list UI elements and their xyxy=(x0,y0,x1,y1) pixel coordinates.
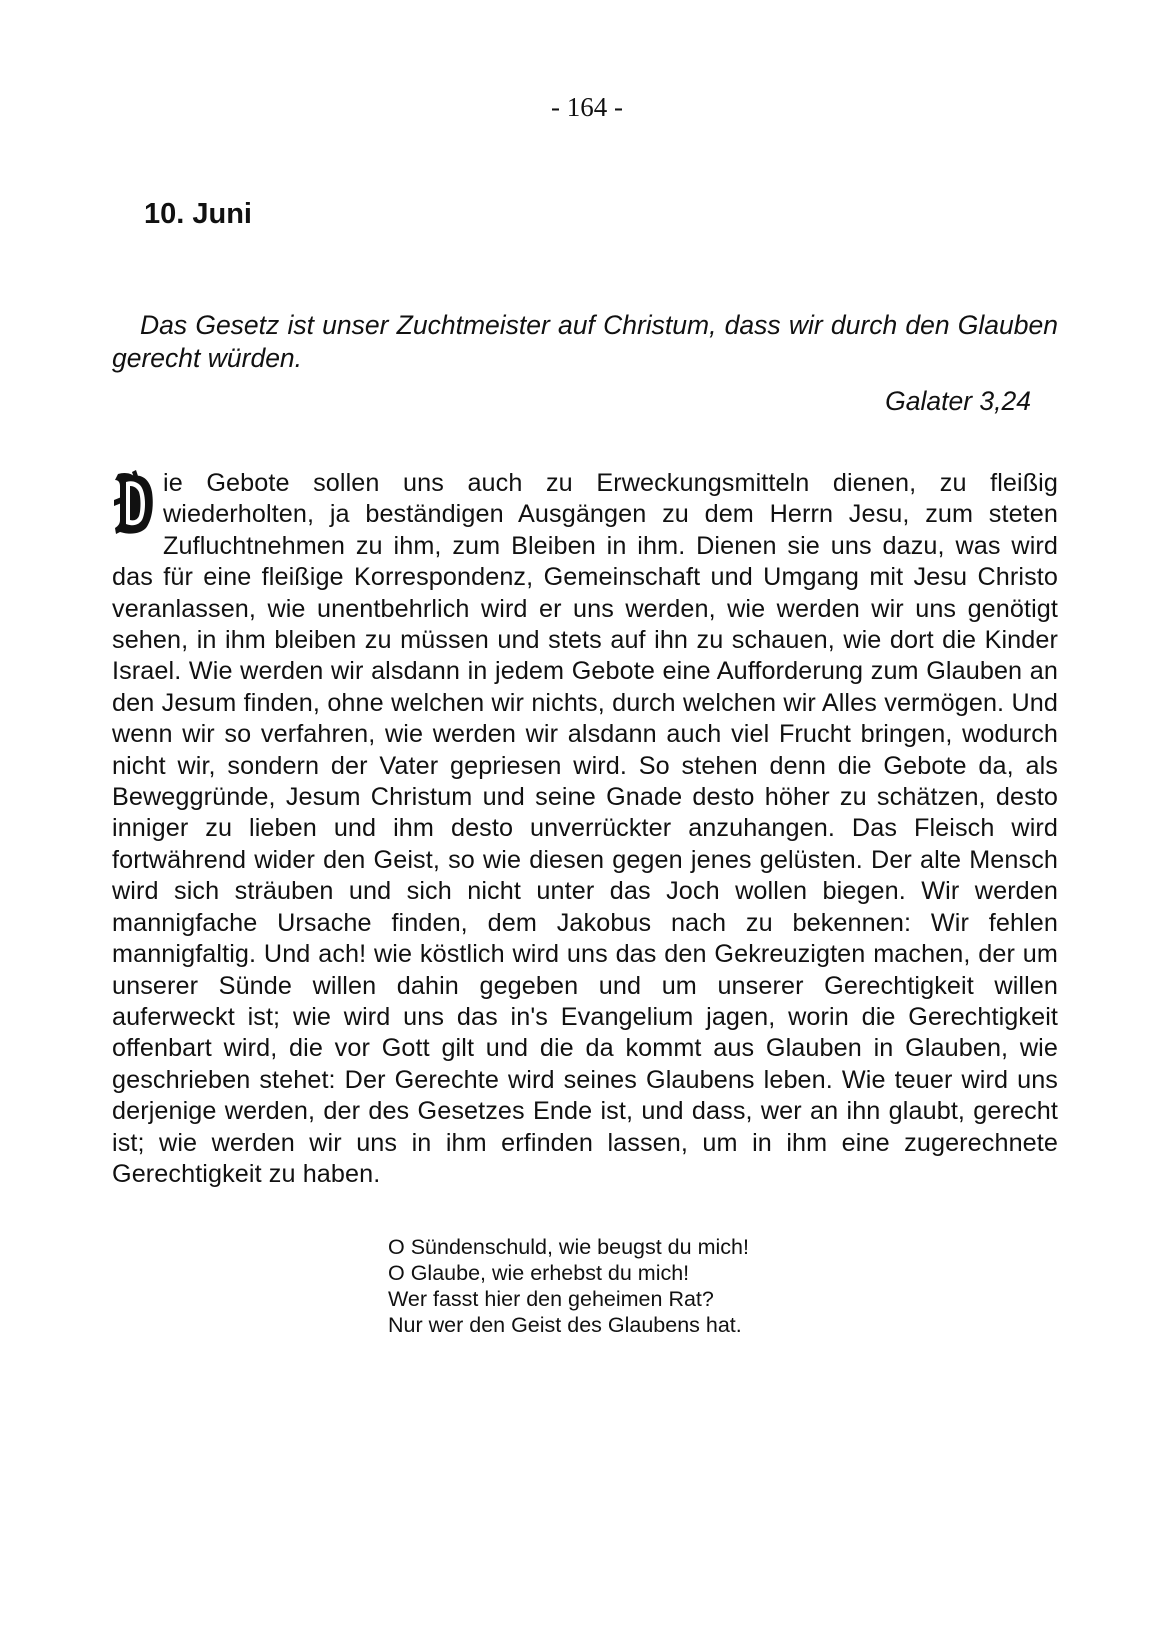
page-number: - 164 - xyxy=(551,92,623,122)
motto-reference: Galater 3,24 xyxy=(885,386,1031,416)
day-title: 10. Juni xyxy=(144,198,252,230)
verse-line: O Sündenschuld, wie beugst du mich! xyxy=(388,1235,749,1259)
fraktur-dropcap-d xyxy=(112,470,156,536)
verse-line: Nur wer den Geist des Glaubens hat. xyxy=(388,1313,742,1337)
verse-line: Wer fasst hier den geheimen Rat? xyxy=(388,1287,714,1311)
verse-line: O Glaube, wie erhebst du mich! xyxy=(388,1261,690,1285)
devotion-body xyxy=(112,468,1058,1190)
devotion-text: ie Gebote sollen uns auch zu Erweckungsmitteln dienen, zu fleißig wiederholten, ja beständigen Ausgängen zu dem Herrn Jesu, zum steten Zufluchtnehmen zu ihm, zum Bleiben in ihm. Dienen sie uns dazu, was wird das für eine fleißige Korrespondenz, Gemeinschaft und Umgang mit Jesu Christo veranlassen, wie unentbehrlich wird er uns werden, wie werden wir uns genötigt sehen, in ihm bleiben zu müssen und stets auf ihn zu schauen, wie dort die Kinder Israel. Wie werden wir alsdann in jedem Gebote eine Aufforderung zum Glauben an den Jesum finden, ohne welchen wir nichts, durch welchen wir Alles vermögen. Und wenn wir so verfahren, wie werden wir alsdann auch viel Frucht bringen, wodurch nicht wir, sondern der Vater gepriesen wird. So stehen denn die Gebote da, als Beweggründe, Jesum Christum und seine Gnade desto höher zu schätzen, desto inniger zu lieben und ihm desto unverrückter anzuhangen. Das Fleisch wird fortwährend wider den Geist, so wie diesen gegen jenes gelüsten. Der alte Mensch wird sich sträuben und sich nicht unter das Joch wollen biegen. Wir werden mannigfache Ursache finden, dem Jakobus nach zu bekennen: Wir fehlen mannigfaltig. Und ach! wie köstlich wird uns das den Gekreuzigten machen, der um unserer Sünde willen dahin gegeben und um unserer Gerechtigkeit willen auferweckt ist; wie wird uns das in's Evangelium jagen, worin die Gerechtigkeit offenbart wird, die vor Gott gilt und die da kommt aus Glauben in Glauben, wie geschrieben stehet: Der Gerechte wird seines Glaubens leben. Wie teuer wird uns derjenige werden, der des Gesetzes Ende ist, und dass, wer an ihn glaubt, gerecht ist; wie werden wir uns in ihm erfinden lassen, um in ihm eine zugerechnete Gerechtigkeit zu haben. xyxy=(112,469,1058,1188)
closing-verse xyxy=(388,1234,749,1338)
motto-verse: Das Gesetz ist unser Zuchtmeister auf Christum, dass wir durch den Glauben gerecht würden. xyxy=(112,310,1058,373)
